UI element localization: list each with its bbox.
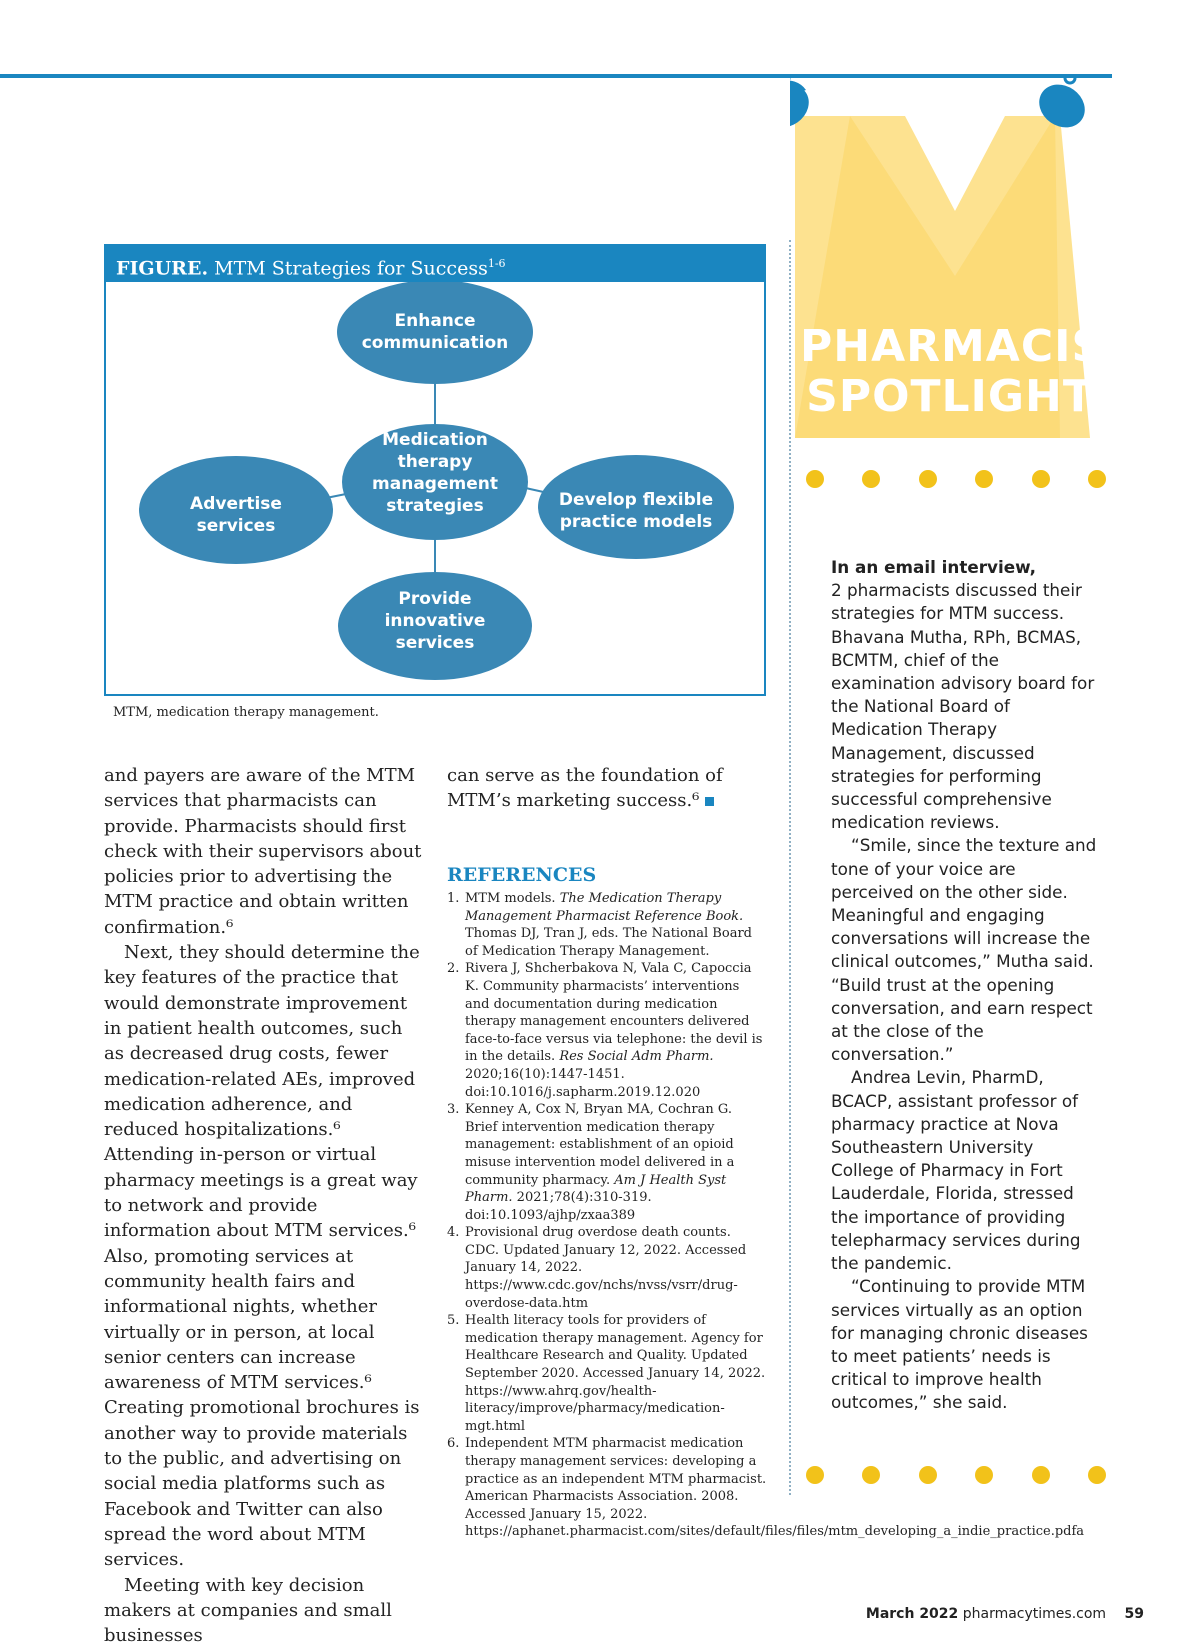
body-column-2 bbox=[447, 763, 767, 814]
node-bottom-line3: services bbox=[396, 633, 475, 653]
body-paragraph bbox=[447, 763, 767, 814]
sidebar-paragraph bbox=[831, 556, 1101, 834]
figure-caption: MTM, medication therapy management. bbox=[113, 705, 379, 720]
dot-icon bbox=[919, 470, 937, 488]
reference-text: 2020;16(10):1447-1451. doi:10.1016/j.sapharm.2019.12.020 bbox=[465, 1067, 700, 1100]
reference-text: 2021;78(4):310-319. doi:10.1093/ajhp/zxaa389 bbox=[465, 1190, 652, 1223]
reference-text: MTM models. bbox=[465, 891, 560, 906]
reference-item bbox=[447, 1435, 767, 1541]
figure-label: FIGURE. bbox=[116, 257, 208, 279]
dot-icon bbox=[862, 1466, 880, 1484]
sidebar-paragraph: “Smile, since the texture and tone of your voice are perceived on the other side. Meaningful and engaging conversations will increase the clinical outcomes,” Mutha said. “Build trust at the opening conversation, and earn respect at the close of the conversation.” bbox=[831, 834, 1101, 1066]
node-center-line3: management bbox=[372, 474, 498, 494]
spotlight-title bbox=[800, 322, 1100, 422]
end-mark-icon bbox=[705, 797, 714, 806]
dot-icon bbox=[1032, 470, 1050, 488]
reference-item bbox=[447, 960, 767, 1101]
node-left-line1: Advertise bbox=[190, 494, 282, 514]
node-top-line2: communication bbox=[362, 333, 509, 353]
reference-item bbox=[447, 1312, 767, 1435]
sidebar-lead: In an email interview, bbox=[831, 557, 1036, 577]
reference-number: 6. bbox=[447, 1435, 459, 1453]
reference-item bbox=[447, 1224, 767, 1312]
spotlight-title-line1: PHARMACIST bbox=[800, 322, 1100, 372]
reference-item bbox=[447, 1101, 767, 1224]
reference-text: Provisional drug overdose death counts. CDC. Updated January 12, 2022. Accessed January 14, 2022. https://www.cdc.gov/nchs/nvss/vsrr/drug-overdose-data.htm bbox=[465, 1225, 746, 1310]
page-number: 59 bbox=[1125, 1606, 1144, 1622]
reference-number: 4. bbox=[447, 1224, 459, 1242]
node-center-line1: Medication bbox=[382, 430, 488, 450]
figure-title-sup: 1-6 bbox=[488, 257, 506, 270]
body-paragraph: Next, they should determine the key features of the practice that would demonstrate improvement in patient health outcomes, such as decreased drug costs, fewer medication-related AEs, improved medication adherence, and reduced hospitalizations.⁶ Attending in-person or virtual pharmacy meetings is a great way to network and provide information about MTM services.⁶ Also, promoting services at community health fairs and informational nights, whether virtually or in person, at local senior centers can increase awareness of MTM services.⁶ Creating promotional brochures is another way to provide materials to the public, and advertising on social media platforms such as Facebook and Twitter can also spread the word about MTM services. bbox=[104, 940, 422, 1572]
figure-title: MTM Strategies for Success bbox=[214, 257, 488, 279]
node-bottom-line1: Provide bbox=[398, 589, 471, 609]
references-heading: REFERENCES bbox=[447, 864, 596, 886]
page-footer bbox=[866, 1606, 1144, 1622]
reference-text: Kenney A, Cox N, Bryan MA, Cochran G. Brief intervention medication therapy management: establishment of an opioid misuse intervention model delivered in a community pharmacy. bbox=[465, 1102, 734, 1187]
dot-icon bbox=[919, 1466, 937, 1484]
dots-row-top bbox=[806, 470, 1106, 490]
node-top-line1: Enhance bbox=[395, 311, 476, 331]
body-paragraph: and payers are aware of the MTM services that pharmacists can provide. Pharmacists should first check with their supervisors about policies prior to advertising the MTM practice and obtain written confirmation.⁶ bbox=[104, 763, 422, 940]
dots-row-bottom bbox=[806, 1466, 1106, 1486]
reference-text: Thomas DJ, Tran J, eds. The National Board of Medication Therapy Management. bbox=[465, 926, 752, 959]
body-column-1 bbox=[104, 763, 422, 1648]
spotlight-title-line2: SPOTLIGHT bbox=[800, 372, 1100, 422]
dot-icon bbox=[1032, 1466, 1050, 1484]
column-divider bbox=[789, 240, 791, 1495]
reference-number: 3. bbox=[447, 1101, 459, 1119]
dot-icon bbox=[1088, 1466, 1106, 1484]
body-paragraph-text: can serve as the foundation of MTM’s marketing success.⁶ bbox=[447, 765, 723, 811]
dot-icon bbox=[862, 470, 880, 488]
reference-italic: Res Social Adm Pharm. bbox=[559, 1049, 713, 1064]
body-paragraph: Meeting with key decision makers at companies and small businesses bbox=[104, 1573, 422, 1648]
reference-number: 5. bbox=[447, 1312, 459, 1330]
footer-month: March 2022 bbox=[866, 1606, 958, 1622]
footer-site: pharmacytimes.com bbox=[963, 1606, 1106, 1622]
references-list bbox=[447, 890, 767, 1541]
reference-text: Health literacy tools for providers of medication therapy management. Agency for Healthcare Research and Quality. Updated September 2020. Accessed January 14, 2022. https://www.ahrq.gov/health-literacy/improve/pharmacy/medication-mgt.html bbox=[465, 1313, 765, 1434]
node-left-line2: services bbox=[197, 516, 276, 536]
node-right-line1: Develop flexible bbox=[559, 490, 713, 510]
figure-box bbox=[104, 244, 766, 696]
reference-item bbox=[447, 890, 767, 960]
sidebar-paragraph: Andrea Levin, PharmD, BCACP, assistant professor of pharmacy practice at Nova Southeastern University College of Pharmacy in Fort Lauderdale, Florida, stressed the importance of providing telepharmacy services during the pandemic. bbox=[831, 1066, 1101, 1275]
reference-number: 1. bbox=[447, 890, 459, 908]
figure-diagram bbox=[106, 282, 764, 694]
dot-icon bbox=[806, 1466, 824, 1484]
node-right-line2: practice models bbox=[560, 512, 713, 532]
reference-italic: Am J Health Syst Pharm. bbox=[465, 1173, 726, 1206]
dot-icon bbox=[975, 470, 993, 488]
sidebar-paragraph-text: 2 pharmacists discussed their strategies for MTM success. Bhavana Mutha, RPh, BCMAS, BCMTM, chief of the examination advisory board for the National Board of Medication Therapy Management, discussed strategies for performing successful comprehensive medication reviews. bbox=[831, 580, 1094, 832]
node-center-line2: therapy bbox=[398, 452, 473, 472]
sidebar-paragraph: “Continuing to provide MTM services virtually as an option for managing chronic diseases to meet patients’ needs is critical to improve health outcomes,” she said. bbox=[831, 1275, 1101, 1414]
dot-icon bbox=[1088, 470, 1106, 488]
node-center-line4: strategies bbox=[386, 496, 483, 516]
dot-icon bbox=[806, 470, 824, 488]
sidebar-text bbox=[831, 556, 1101, 1415]
figure-header bbox=[106, 246, 764, 282]
node-bottom-line2: innovative bbox=[385, 611, 486, 631]
reference-text: Rivera J, Shcherbakova N, Vala C, Capoccia K. Community pharmacists’ interventions and documentation during medication therapy management encounters delivered face-to-face versus via telephone: the devil is in the details. bbox=[465, 961, 762, 1064]
reference-text: Independent MTM pharmacist medication therapy management services: developing a practice as an independent MTM pharmacist. American Pharmacists Association. 2008. Accessed January 15, 2022. https://aphanet.pharmacist.com/sites/default/files/files/mtm_developing_a_indie_practice.pdfa bbox=[465, 1436, 1084, 1539]
dot-icon bbox=[975, 1466, 993, 1484]
reference-number: 2. bbox=[447, 960, 459, 978]
reference-italic: The Medication Therapy Management Pharmacist Reference Book. bbox=[465, 891, 743, 924]
